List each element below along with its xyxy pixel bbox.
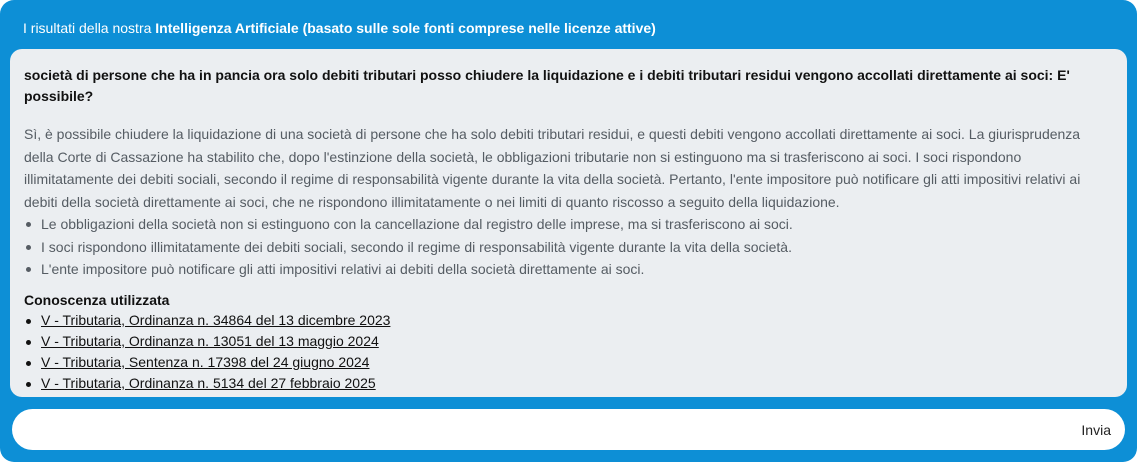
sources-list	[24, 310, 1113, 394]
source-link[interactable]: V - Tributaria, Ordinanza n. 13051 del 13 maggio 2024	[41, 332, 379, 349]
source-link[interactable]: V - Tributaria, Sentenza n. 17398 del 24 giugno 2024	[41, 353, 370, 370]
ai-answer	[24, 123, 1113, 281]
source-item	[24, 331, 1113, 352]
send-button[interactable]: Invia	[1081, 422, 1111, 438]
panel-header	[23, 19, 656, 37]
answer-bullet-list	[24, 213, 1113, 281]
source-link[interactable]: V - Tributaria, Ordinanza n. 34864 del 13 dicembre 2023	[41, 311, 391, 328]
user-question: società di persone che ha in pancia ora solo debiti tributari posso chiudere la liquidazione e i debiti tributari residui vengono accollati direttamente ai soci: E' possibile?	[24, 67, 1070, 104]
answer-paragraph: Sì, è possibile chiudere la liquidazione di una società di persone che ha solo debiti tributari residui, e questi debiti vengono accollati direttamente ai soci. La giurisprudenza della Corte di Cassazione ha stabilito che, dopo l'estinzione della società, le obbligazioni tributarie non si estinguono ma si trasferiscono ai soci. I soci rispondono illimitatamente dei debiti sociali, secondo il regime di responsabilità vigente durante la vita della società. Pertanto, l'ente impositore può notificare gli atti impositivi relativi ai debiti della società direttamente ai soci, che ne rispondono illimitatamente o nei limiti di quanto riscosso a seguito della liquidazione.	[24, 126, 1081, 210]
chat-input[interactable]	[30, 417, 1034, 443]
answer-bullet: I soci rispondono illimitatamente dei debiti sociali, secondo il regime di responsabilità vigente durante la vita della società.	[24, 236, 1113, 259]
answer-bullet: Le obbligazioni della società non si estinguono con la cancellazione dal registro delle imprese, ma si trasferiscono ai soci.	[24, 213, 1113, 236]
answer-card	[10, 49, 1127, 397]
chat-input-bar	[12, 409, 1125, 450]
sources-title: Conoscenza utilizzata	[24, 291, 170, 308]
header-title: Intelligenza Artificiale (basato sulle sole fonti comprese nelle licenze attive)	[155, 20, 656, 36]
answer-bullet: L'ente impositore può notificare gli atti impositivi relativi ai debiti della società direttamente ai soci.	[24, 258, 1113, 281]
source-item	[24, 352, 1113, 373]
source-link[interactable]: V - Tributaria, Ordinanza n. 5134 del 27 febbraio 2025	[41, 374, 376, 391]
source-item	[24, 310, 1113, 331]
source-item	[24, 373, 1113, 394]
header-prefix: I risultati della nostra	[23, 20, 156, 36]
